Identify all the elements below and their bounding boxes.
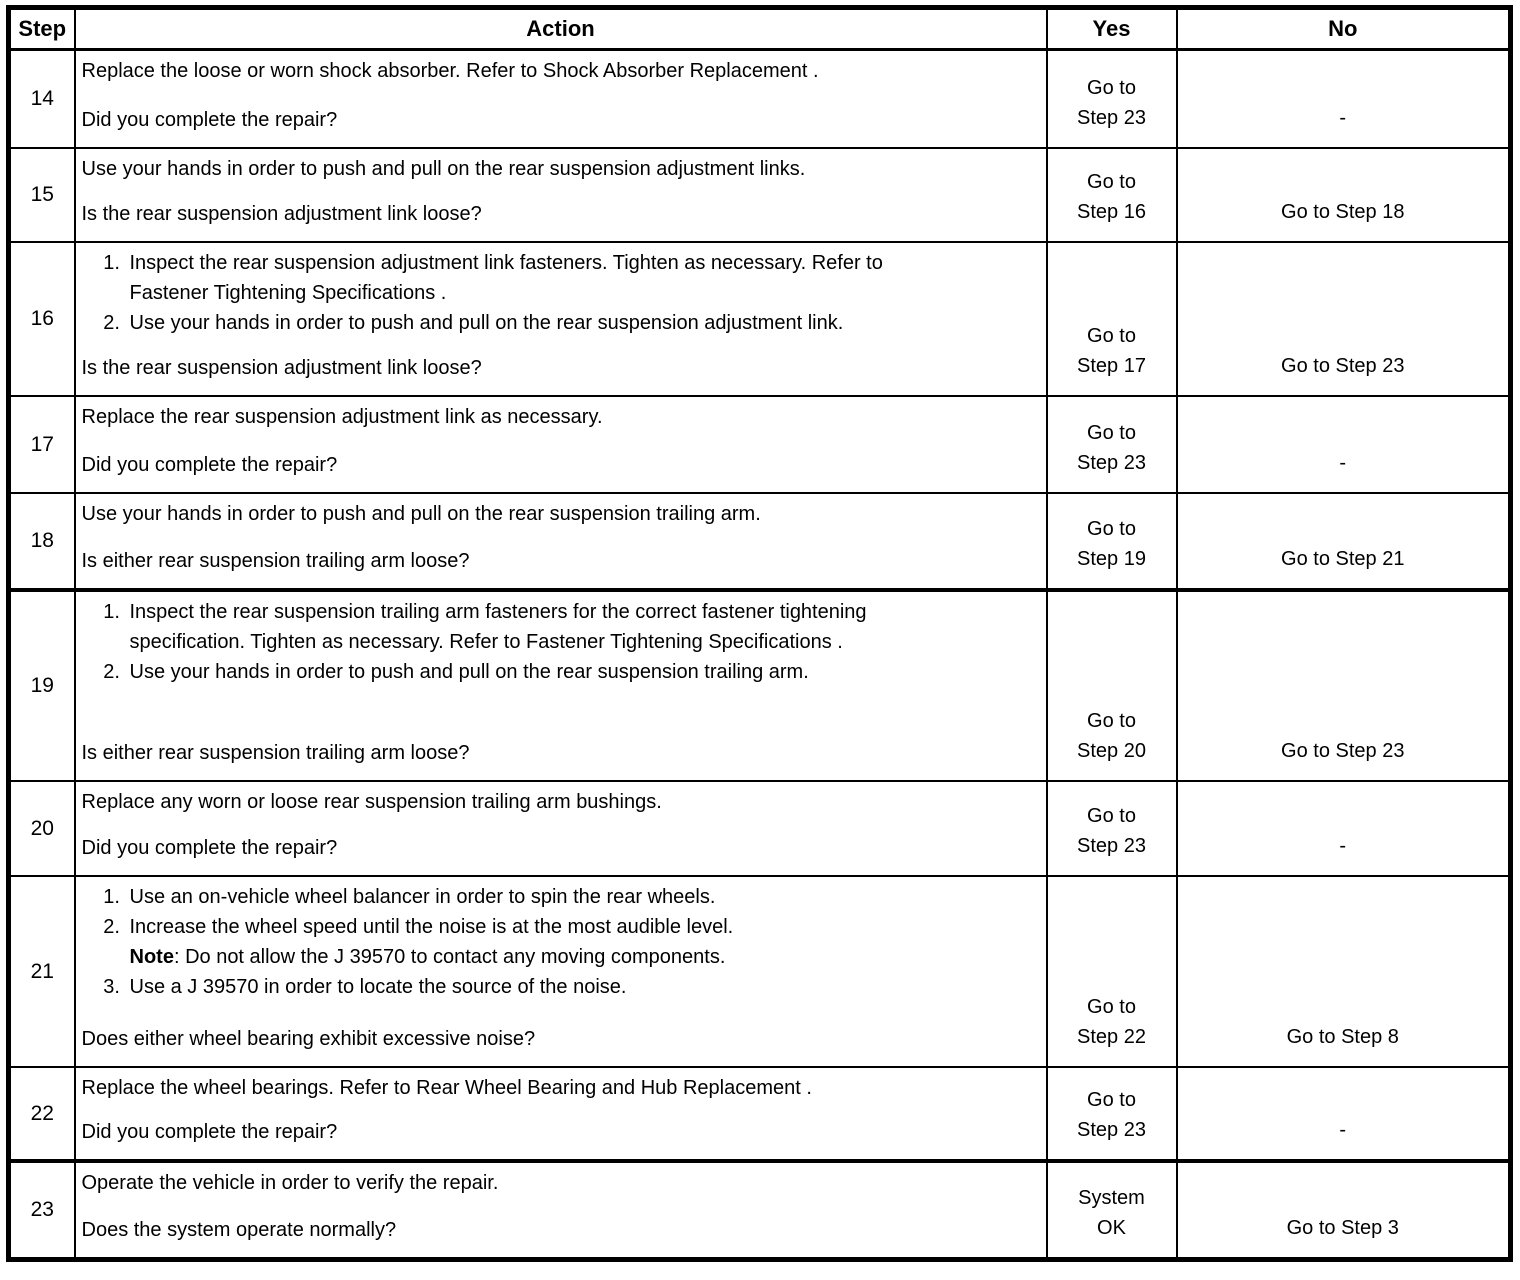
action-cell — [75, 148, 1047, 242]
step-number: 19 — [9, 590, 75, 781]
action-question: Did you complete the repair? — [81, 454, 338, 476]
step-number: 14 — [9, 50, 75, 149]
table-header — [9, 8, 1511, 50]
action-text: Replace the wheel bearings. Refer to Rear Wheel Bearing and Hub Replacement . — [81, 1077, 812, 1099]
action-question: Is either rear suspension trailing arm loose? — [81, 742, 470, 764]
yes-cell: Go to Step 23 — [1047, 781, 1177, 876]
column-header-action: Action — [75, 8, 1047, 50]
table-row-step-18 — [9, 493, 1511, 590]
diagnostic-table — [6, 5, 1513, 1262]
step-number: 17 — [9, 396, 75, 493]
action-question: Is the rear suspension adjustment link loose? — [81, 203, 482, 225]
action-cell — [75, 1067, 1047, 1161]
action-numbered-list — [82, 882, 946, 1002]
action-cell — [75, 493, 1047, 590]
action-cell — [75, 590, 1047, 781]
action-list-item: 2. Use your hands in order to push and pull on the rear suspension adjustment link. — [126, 308, 886, 338]
action-list-item: 3. Use a J 39570 in order to locate the source of the noise. — [126, 972, 946, 1002]
action-question: Did you complete the repair? — [81, 1121, 338, 1143]
column-header-yes: Yes — [1047, 8, 1177, 50]
action-text: Operate the vehicle in order to verify the repair. — [81, 1172, 499, 1194]
table-row-step-16 — [9, 242, 1511, 396]
no-cell: Go to Step 3 — [1177, 1161, 1511, 1260]
table-row-step-23 — [9, 1161, 1511, 1260]
action-question: Does the system operate normally? — [81, 1219, 397, 1241]
action-numbered-list — [82, 248, 886, 338]
step-number: 16 — [9, 242, 75, 396]
action-list-item: 2. Increase the wheel speed until the noise is at the most audible level. Note: Do not allow the J 39570 to contact any moving components. — [126, 912, 946, 972]
action-cell — [75, 876, 1047, 1067]
yes-cell: Go to Step 19 — [1047, 493, 1177, 590]
table-row-step-21 — [9, 876, 1511, 1067]
action-text: Replace the rear suspension adjustment link as necessary. — [81, 406, 603, 428]
action-question: Is the rear suspension adjustment link loose? — [81, 357, 482, 379]
action-text: Use your hands in order to push and pull on the rear suspension trailing arm. — [81, 503, 761, 525]
no-cell: Go to Step 18 — [1177, 148, 1511, 242]
column-header-step: Step — [9, 8, 75, 50]
yes-cell: Go to Step 20 — [1047, 590, 1177, 781]
action-question: Does either wheel bearing exhibit excessive noise? — [81, 1028, 536, 1050]
yes-cell: Go to Step 23 — [1047, 50, 1177, 149]
action-text: Replace the loose or worn shock absorber. Refer to Shock Absorber Replacement . — [81, 60, 819, 82]
action-list-item: 1. Inspect the rear suspension trailing arm fasteners for the correct fastener tightening specification. Tighten as necessary. Refer to Fastener Tightening Specifications . — [126, 597, 946, 657]
no-cell: Go to Step 23 — [1177, 242, 1511, 396]
action-numbered-list — [82, 597, 946, 687]
action-cell — [75, 50, 1047, 149]
yes-cell: Go to Step 22 — [1047, 876, 1177, 1067]
action-question: Is either rear suspension trailing arm loose? — [81, 550, 470, 572]
table-row-step-22 — [9, 1067, 1511, 1161]
no-cell: - — [1177, 1067, 1511, 1161]
step-number: 20 — [9, 781, 75, 876]
table-row-step-17 — [9, 396, 1511, 493]
action-cell — [75, 242, 1047, 396]
no-cell: - — [1177, 396, 1511, 493]
table-row-step-20 — [9, 781, 1511, 876]
action-question: Did you complete the repair? — [81, 109, 338, 131]
step-number: 18 — [9, 493, 75, 590]
no-cell: Go to Step 8 — [1177, 876, 1511, 1067]
no-cell: - — [1177, 50, 1511, 149]
yes-cell: Go to Step 23 — [1047, 396, 1177, 493]
yes-cell: Go to Step 17 — [1047, 242, 1177, 396]
no-cell: Go to Step 23 — [1177, 590, 1511, 781]
column-header-no: No — [1177, 8, 1511, 50]
action-list-item: 2. Use your hands in order to push and pull on the rear suspension trailing arm. — [126, 657, 946, 687]
table-row-step-19 — [9, 590, 1511, 781]
action-cell — [75, 396, 1047, 493]
action-list-item: 1. Inspect the rear suspension adjustment link fasteners. Tighten as necessary. Refer to Fastener Tightening Specifications . — [126, 248, 886, 308]
no-cell: Go to Step 21 — [1177, 493, 1511, 590]
action-cell — [75, 1161, 1047, 1260]
step-number: 22 — [9, 1067, 75, 1161]
action-text: Use your hands in order to push and pull on the rear suspension adjustment links. — [81, 158, 806, 180]
yes-cell: Go to Step 16 — [1047, 148, 1177, 242]
action-text: Replace any worn or loose rear suspension trailing arm bushings. — [81, 791, 662, 813]
step-number: 21 — [9, 876, 75, 1067]
action-list-item: 1. Use an on-vehicle wheel balancer in order to spin the rear wheels. — [126, 882, 946, 912]
table-row-step-15 — [9, 148, 1511, 242]
action-question: Did you complete the repair? — [81, 837, 338, 859]
action-cell — [75, 781, 1047, 876]
yes-cell: Go to Step 23 — [1047, 1067, 1177, 1161]
no-cell: - — [1177, 781, 1511, 876]
step-number: 15 — [9, 148, 75, 242]
yes-cell: System OK — [1047, 1161, 1177, 1260]
table-row-step-14 — [9, 50, 1511, 149]
step-number: 23 — [9, 1161, 75, 1260]
action-note: Note: Do not allow the J 39570 to contact any moving components. — [129, 946, 726, 968]
